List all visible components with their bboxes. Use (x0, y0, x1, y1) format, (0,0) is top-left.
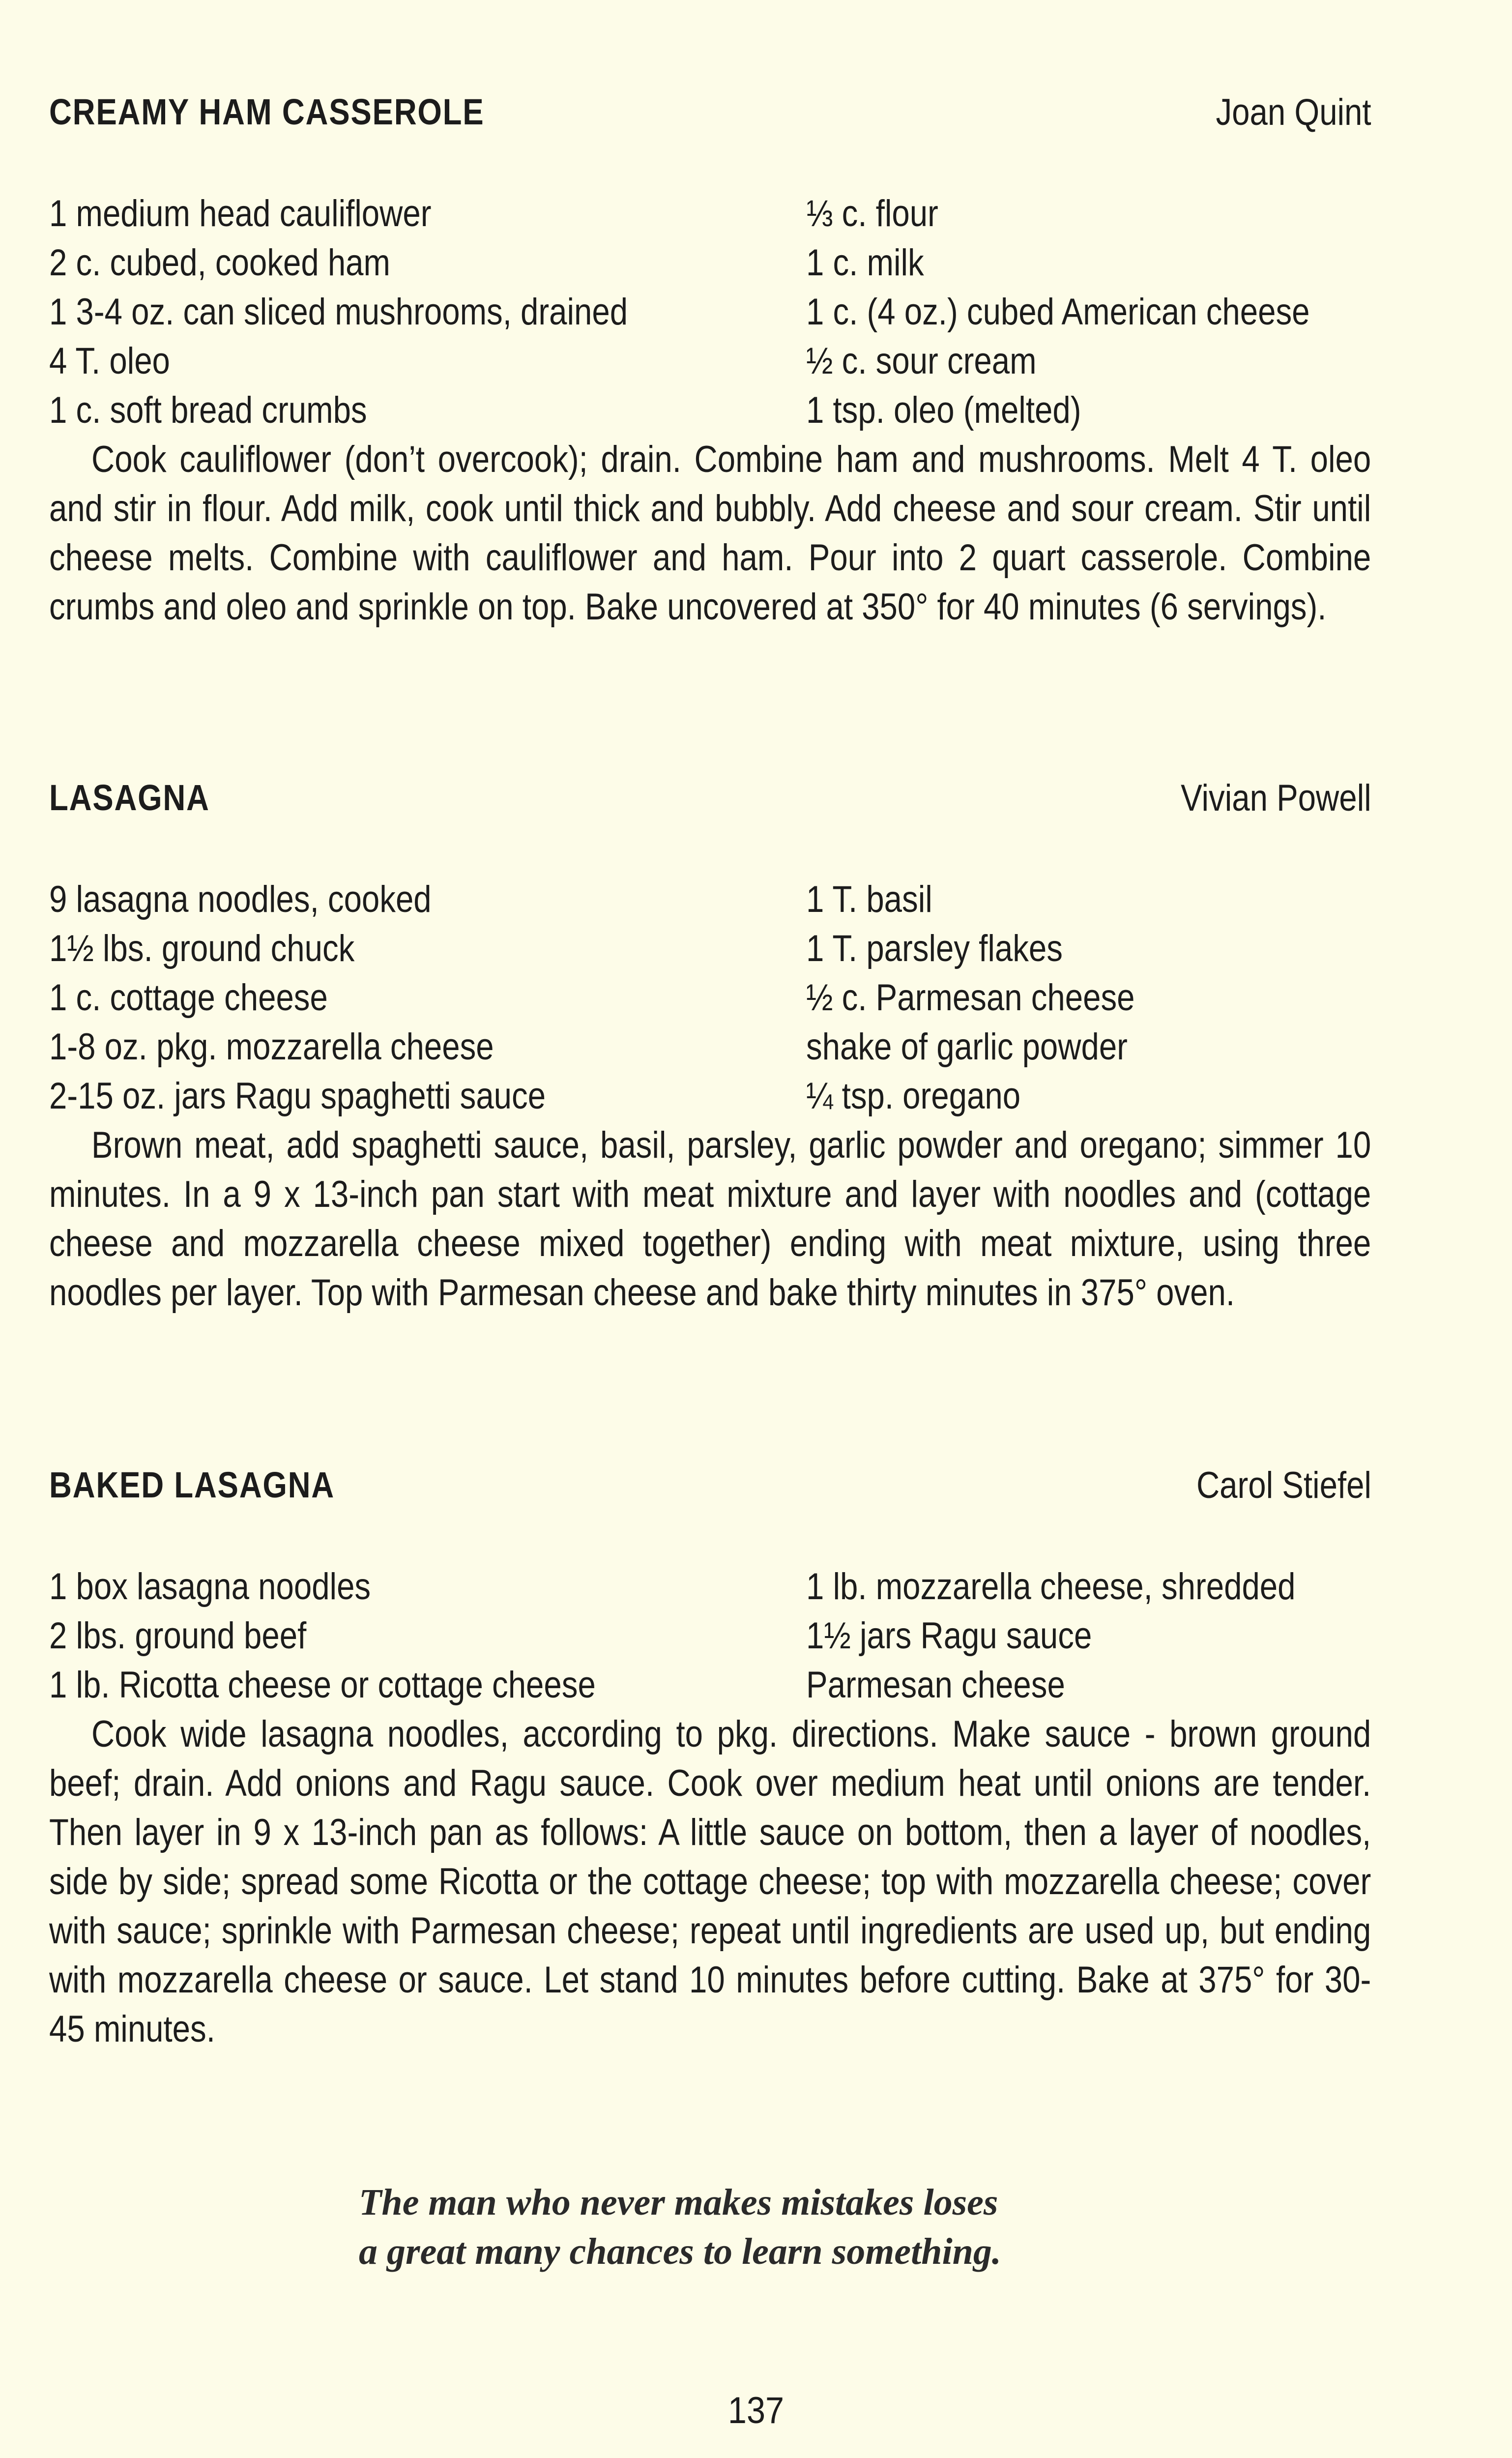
ingredient: 9 lasagna noodles, cooked (49, 878, 432, 920)
recipe-creamy-ham-casserole (49, 91, 1371, 632)
ingredient: 1 c. (4 oz.) cubed American cheese (806, 291, 1310, 333)
ingredient: 1 medium head cauliflower (49, 193, 432, 234)
ingredient: 4 T. oleo (49, 340, 170, 382)
ingredient-column-left (49, 189, 722, 435)
ingredient: ½ c. sour cream (806, 340, 1037, 382)
ingredient: shake of garlic powder (806, 1026, 1128, 1068)
ingredient-column-right (806, 875, 1188, 1121)
recipe-title: CREAMY HAM CASSEROLE (49, 91, 485, 132)
recipe-header (49, 1464, 1371, 1513)
ingredient: 1 box lasagna noodles (49, 1566, 371, 1608)
quote-line: The man who never makes mistakes loses (359, 2182, 998, 2223)
ingredient: 1 lb. Ricotta cheese or cottage cheese (49, 1664, 596, 1706)
ingredient: 1 c. cottage cheese (49, 977, 328, 1019)
recipe-lasagna (49, 777, 1371, 1317)
recipe-author: Joan Quint (1216, 91, 1371, 133)
ingredient: 1½ lbs. ground chuck (49, 928, 355, 969)
ingredient-column-left (49, 875, 626, 1121)
ingredient-column-left (49, 1562, 685, 1710)
ingredient-column-right (806, 1562, 1375, 1710)
ingredient: 1 T. basil (806, 878, 932, 920)
ingredient: ½ c. Parmesan cheese (806, 977, 1135, 1019)
quote (359, 2178, 1001, 2276)
ingredient: 1½ jars Ragu sauce (806, 1615, 1092, 1657)
ingredient: 2-15 oz. jars Ragu spaghetti sauce (49, 1075, 546, 1117)
recipe-header (49, 777, 1371, 826)
ingredient: ¼ tsp. oregano (806, 1075, 1021, 1117)
recipe-header (49, 91, 1371, 140)
ingredient: 1 3-4 oz. can sliced mushrooms, drained (49, 291, 628, 333)
quote-line: a great many chances to learn something. (359, 2231, 1001, 2272)
ingredient: 2 lbs. ground beef (49, 1615, 307, 1657)
ingredient-column-right (806, 189, 1392, 435)
page-number: 137 (727, 2390, 785, 2431)
ingredient: 1 lb. mozzarella cheese, shredded (806, 1566, 1296, 1608)
ingredient: 1 c. soft bread crumbs (49, 389, 367, 431)
ingredient: ⅓ c. flour (806, 193, 938, 234)
ingredient: 1 tsp. oleo (melted) (806, 389, 1081, 431)
recipe-directions: Brown meat, add spaghetti sauce, basil, parsley, garlic powder and oregano; simmer 10 minutes. In a 9 x 13-inch pan start with meat mixture and layer with noodles and (cottage cheese and mozzarella cheese mixed together) ending with meat mixture, using three noodles per layer. Top with Parmesan cheese and bake thirty minutes in 375° oven. (49, 1124, 1371, 1314)
ingredient: 2 c. cubed, cooked ham (49, 242, 390, 284)
ingredient: 1-8 oz. pkg. mozzarella cheese (49, 1026, 494, 1068)
recipe-title: BAKED LASAGNA (49, 1464, 335, 1505)
ingredient: 1 T. parsley flakes (806, 928, 1063, 969)
recipe-directions: Cook cauliflower (don’t overcook); drain. Combine ham and mushrooms. Melt 4 T. oleo and stir in flour. Add milk, cook until thick and bubbly. Add cheese and sour cream. Stir until cheese melts. Combine with cauliflower and ham. Pour into 2 quart casserole. Combine crumbs and oleo and sprinkle on top. Bake uncovered at 350° for 40 minutes (6 servings). (49, 439, 1371, 628)
ingredient: 1 c. milk (806, 242, 924, 284)
recipe-author: Vivian Powell (1181, 777, 1371, 819)
recipe-baked-lasagna (49, 1464, 1371, 2054)
ingredient-list (49, 189, 1371, 435)
ingredient-list (49, 1562, 1371, 1710)
ingredient: Parmesan cheese (806, 1664, 1065, 1706)
recipe-title: LASAGNA (49, 777, 210, 818)
ingredient-list (49, 875, 1371, 1121)
recipe-author: Carol Stiefel (1196, 1464, 1371, 1506)
recipe-directions: Cook wide lasagna noodles, according to pkg. directions. Make sauce - brown ground beef; drain. Add onions and Ragu sauce. Cook over medium heat until onions are tender. Then layer in 9 x 13-inch pan as follows: A little sauce on bottom, then a layer of noodles, side by side; spread some Ricotta or the cottage cheese; top with mozzarella cheese; cover with sauce; sprinkle with Parmesan cheese; repeat until ingredients are used up, but ending with mozzarella cheese or sauce. Let stand 10 minutes before cutting. Bake at 375° for 30-45 minutes. (49, 1713, 1371, 2050)
